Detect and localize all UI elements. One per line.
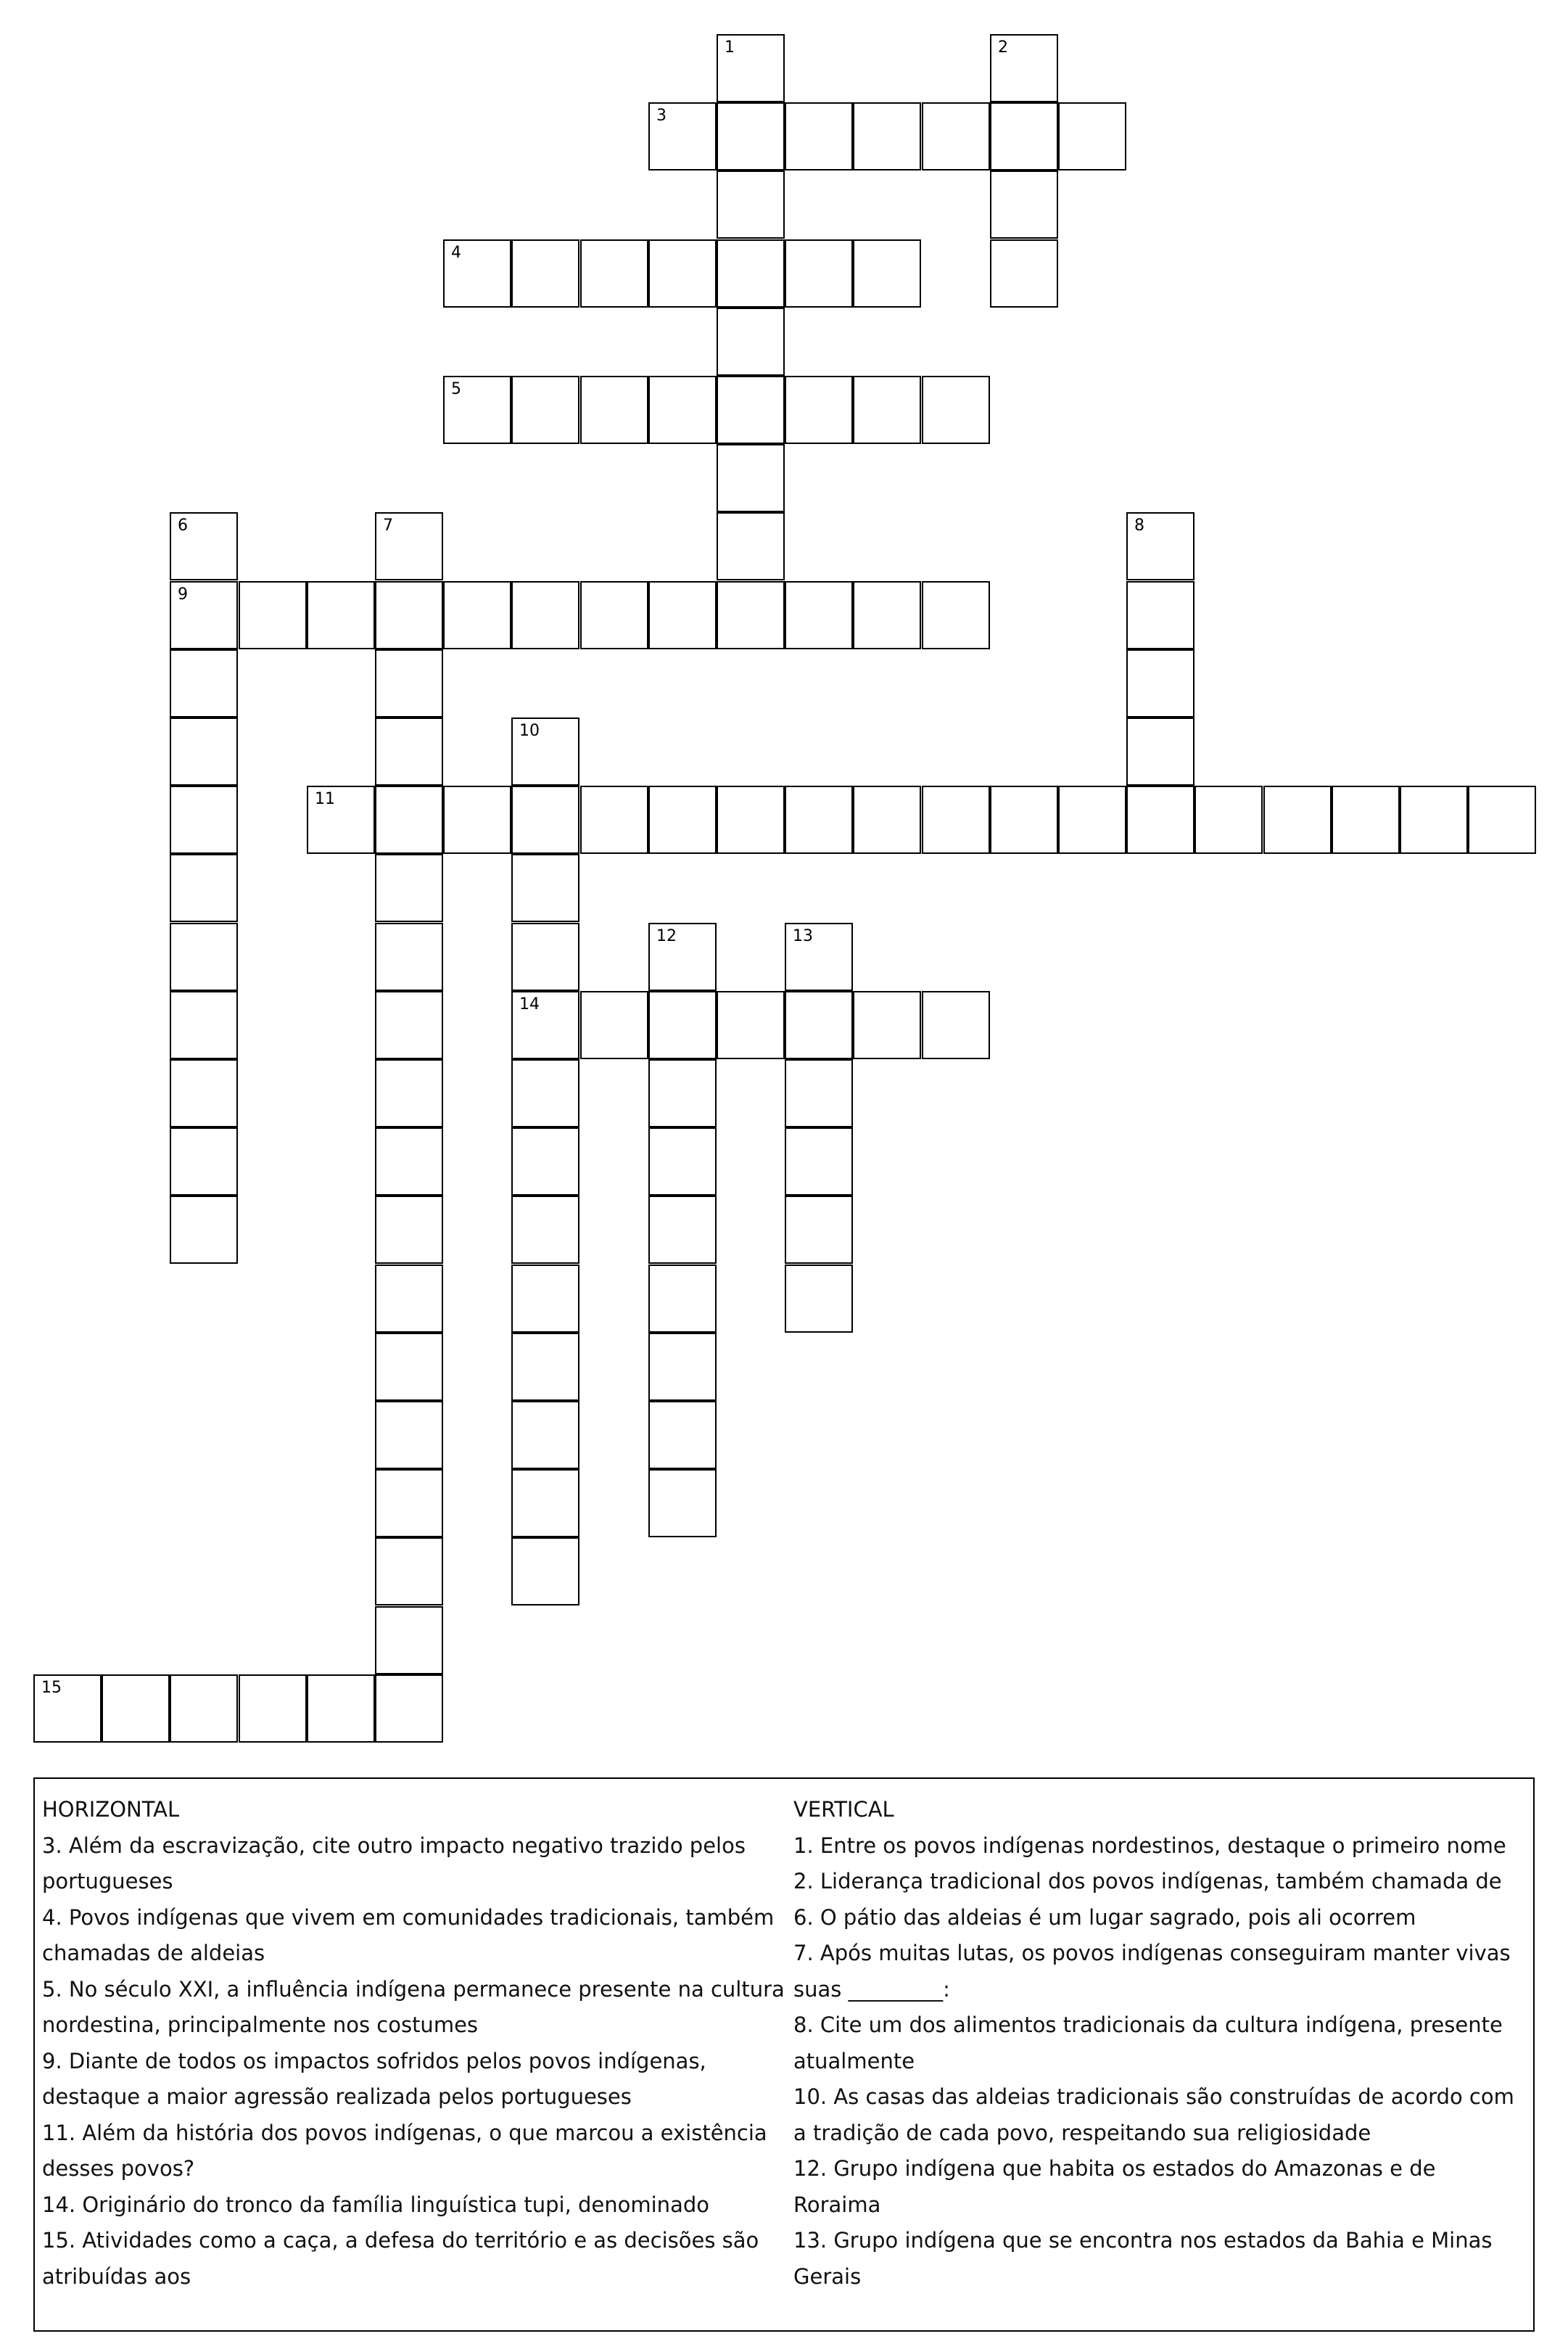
clue-number: 15 [41,1679,62,1697]
grid-cell[interactable] [170,512,238,580]
grid-cell[interactable] [785,239,853,308]
grid-cell[interactable] [648,1127,717,1196]
grid-cell[interactable] [717,170,785,239]
clue-across-14: 14. Originário do tronco da família linguística tupi, denominado [42,2192,709,2217]
grid-cell[interactable] [443,581,511,649]
grid-cell[interactable] [511,923,579,991]
clue-across-9: 9. Diante de todos os impactos sofridos pelos povos indígenas, destaque a maior agressão realizada pelos portugueses [42,2048,706,2109]
grid-cell[interactable] [717,239,785,308]
grid-cell[interactable] [511,376,579,444]
grid-cell[interactable] [922,786,990,854]
clue-across-15: 15. Atividades como a caça, a defesa do território e as decisões são atribuídas aos [42,2228,759,2289]
grid-cell[interactable] [990,786,1058,854]
grid-cell[interactable] [648,1265,717,1333]
clue-number: 1 [725,38,735,57]
clue-number: 2 [998,38,1008,57]
grid-cell[interactable] [580,239,648,308]
grid-cell[interactable] [648,102,717,170]
grid-cell[interactable] [375,581,443,649]
grid-cell[interactable] [580,991,648,1059]
grid-cell[interactable] [375,1401,443,1469]
grid-cell[interactable] [375,1333,443,1401]
grid-cell[interactable] [1058,102,1126,170]
grid-cell[interactable] [717,991,785,1059]
grid-cell[interactable] [443,239,511,308]
grid-cell[interactable] [511,239,579,308]
grid-cell[interactable] [990,34,1058,102]
clue-number: 5 [451,380,461,398]
grid-cell[interactable] [443,786,511,854]
clue-number: 8 [1134,517,1144,535]
vertical-heading: VERTICAL [793,1797,894,1822]
grid-cell[interactable] [307,581,375,649]
grid-cell[interactable] [511,1196,579,1264]
grid-cell[interactable] [785,1059,853,1127]
grid-cell[interactable] [170,991,238,1059]
grid-cell[interactable] [33,1674,102,1743]
grid-cell[interactable] [1400,786,1468,854]
grid-cell[interactable] [785,102,853,170]
grid-cell[interactable] [717,512,785,580]
grid-cell[interactable] [717,102,785,170]
clue-down-12: 12. Grupo indígena que habita os estados do Amazonas e de Roraima [793,2156,1436,2217]
grid-cell[interactable] [170,1196,238,1264]
grid-cell[interactable] [170,717,238,786]
grid-cell[interactable] [307,1674,375,1743]
grid-cell[interactable] [239,581,307,649]
grid-cell[interactable] [375,786,443,854]
grid-cell[interactable] [170,1127,238,1196]
clue-down-8: 8. Cite um dos alimentos tradicionais da cultura indígena, presente atualmente [793,2012,1503,2073]
grid-cell[interactable] [648,1059,717,1127]
grid-cell[interactable] [717,581,785,649]
clue-down-6: 6. O pátio das aldeias é um lugar sagrado, pois ali ocorrem [793,1904,1416,1930]
clue-down-10: 10. As casas das aldeias tradicionais são construídas de acordo com a tradição de cada povo, respeitando sua religiosidade [793,2084,1514,2145]
grid-cell[interactable] [648,991,717,1059]
grid-cell[interactable] [511,991,579,1059]
grid-cell[interactable] [1058,786,1126,854]
grid-cell[interactable] [648,376,717,444]
grid-cell[interactable] [853,239,921,308]
grid-cell[interactable] [990,239,1058,308]
horizontal-heading: HORIZONTAL [42,1797,180,1822]
grid-cell[interactable] [307,786,375,854]
clue-down-7: 7. Após muitas lutas, os povos indígenas conseguiram manter vivas suas _________: [793,1941,1511,2002]
clue-number: 3 [656,107,667,125]
grid-cell[interactable] [375,717,443,786]
clue-number: 7 [383,517,393,535]
grid-cell[interactable] [511,854,579,922]
grid-cell[interactable] [580,786,648,854]
grid-cell[interactable] [511,1537,579,1605]
grid-cell[interactable] [511,1469,579,1537]
clue-number: 6 [178,517,188,535]
grid-cell[interactable] [1194,786,1263,854]
grid-cell[interactable] [511,717,579,786]
grid-cell[interactable] [717,34,785,102]
grid-cell[interactable] [1126,649,1194,717]
grid-cell[interactable] [648,581,717,649]
grid-cell[interactable] [375,1059,443,1127]
clue-number: 9 [178,585,188,604]
grid-cell[interactable] [785,923,853,991]
grid-cell[interactable] [511,1059,579,1127]
clue-across-5: 5. No século XXI, a influência indígena permanece presente na cultura nordestina, principalmente nos costumes [42,1976,785,2037]
clue-across-3: 3. Além da escravização, cite outro impacto negativo trazido pelos portugueses [42,1833,746,1893]
grid-cell[interactable] [1263,786,1332,854]
grid-cell[interactable] [580,376,648,444]
horizontal-clues [42,1792,804,2295]
grid-cell[interactable] [1468,786,1536,854]
clue-down-13: 13. Grupo indígena que se encontra nos estados da Bahia e Minas Gerais [793,2228,1493,2289]
grid-cell[interactable] [785,786,853,854]
grid-cell[interactable] [648,1469,717,1537]
grid-cell[interactable] [648,1333,717,1401]
grid-cell[interactable] [1126,786,1194,854]
grid-cell[interactable] [375,991,443,1059]
grid-cell[interactable] [375,854,443,922]
grid-cell[interactable] [785,1196,853,1264]
grid-cell[interactable] [375,1196,443,1264]
grid-cell[interactable] [717,444,785,512]
grid-cell[interactable] [580,581,648,649]
grid-cell[interactable] [170,854,238,922]
grid-cell[interactable] [990,170,1058,239]
clue-number: 10 [519,722,540,740]
clue-down-1: 1. Entre os povos indígenas nordestinos, destaque o primeiro nome [793,1833,1506,1858]
grid-cell[interactable] [375,1606,443,1674]
grid-cell[interactable] [853,581,921,649]
grid-cell[interactable] [922,376,990,444]
grid-cell[interactable] [511,1333,579,1401]
grid-cell[interactable] [853,102,921,170]
grid-cell[interactable] [170,1059,238,1127]
grid-cell[interactable] [170,786,238,854]
grid-cell[interactable] [375,1674,443,1743]
grid-cell[interactable] [511,581,579,649]
grid-cell[interactable] [1126,581,1194,649]
grid-cell[interactable] [375,512,443,580]
grid-cell[interactable] [170,923,238,991]
grid-cell[interactable] [853,991,921,1059]
grid-cell[interactable] [785,1265,853,1333]
grid-cell[interactable] [170,649,238,717]
clue-number: 11 [315,790,335,808]
clue-number: 12 [656,927,677,945]
grid-cell[interactable] [922,991,990,1059]
grid-cell[interactable] [648,239,717,308]
grid-cell[interactable] [375,1265,443,1333]
clues-box [33,1777,1535,2332]
grid-cell[interactable] [443,376,511,444]
grid-cell[interactable] [785,376,853,444]
grid-cell[interactable] [648,786,717,854]
grid-cell[interactable] [717,308,785,376]
grid-cell[interactable] [375,1127,443,1196]
grid-cell[interactable] [922,102,990,170]
clue-number: 14 [519,995,540,1013]
grid-cell[interactable] [170,1674,238,1743]
grid-cell[interactable] [511,786,579,854]
grid-cell[interactable] [717,376,785,444]
grid-cell[interactable] [511,1127,579,1196]
clue-number: 13 [793,927,813,945]
grid-cell[interactable] [922,581,990,649]
clue-across-4: 4. Povos indígenas que vivem em comunidades tradicionais, também chamadas de aldeias [42,1904,775,1965]
grid-cell[interactable] [375,923,443,991]
clue-down-2: 2. Liderança tradicional dos povos indígenas, também chamada de [793,1869,1502,1893]
grid-cell[interactable] [785,991,853,1059]
grid-cell[interactable] [102,1674,170,1743]
grid-cell[interactable] [1126,717,1194,786]
grid-cell[interactable] [1332,786,1400,854]
grid-cell[interactable] [239,1674,307,1743]
grid-cell[interactable] [990,102,1058,170]
grid-cell[interactable] [785,581,853,649]
grid-cell[interactable] [375,1537,443,1605]
grid-cell[interactable] [785,1127,853,1196]
grid-cell[interactable] [375,1469,443,1537]
grid-cell[interactable] [648,1401,717,1469]
grid-cell[interactable] [170,581,238,649]
clue-across-11: 11. Além da história dos povos indígenas, o que marcou a existência desses povos? [42,2120,767,2181]
vertical-clues [793,1792,1526,2295]
grid-cell[interactable] [375,649,443,717]
clue-number: 4 [451,244,461,262]
grid-cell[interactable] [717,786,785,854]
grid-cell[interactable] [648,1196,717,1264]
grid-cell[interactable] [1126,512,1194,580]
grid-cell[interactable] [853,786,921,854]
grid-cell[interactable] [511,1401,579,1469]
grid-cell[interactable] [853,376,921,444]
grid-cell[interactable] [511,1265,579,1333]
grid-cell[interactable] [648,923,717,991]
